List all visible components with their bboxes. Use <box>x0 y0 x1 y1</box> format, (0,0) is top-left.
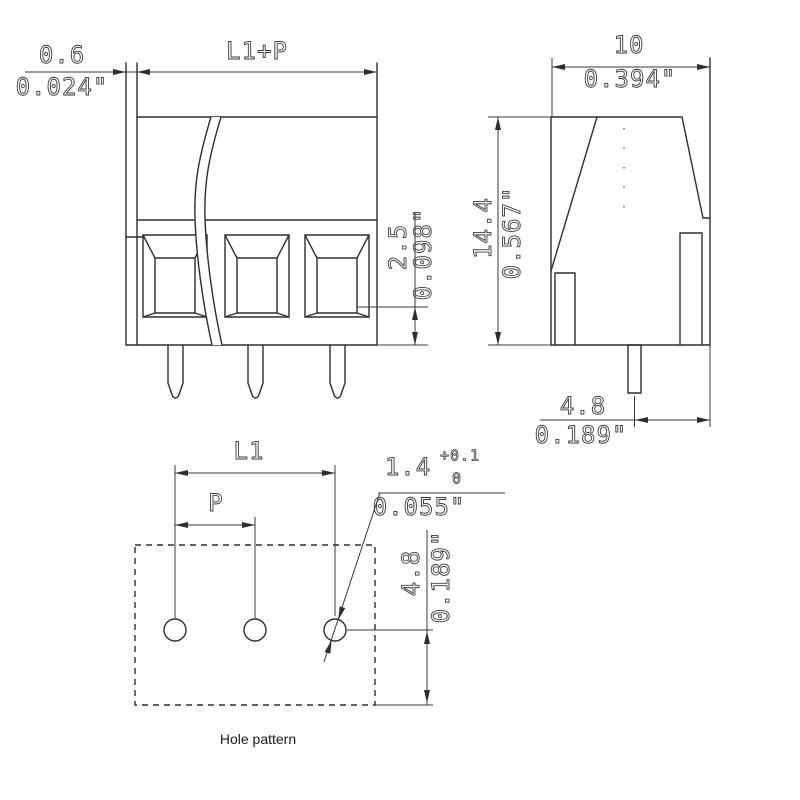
dim-p-label: P <box>208 489 224 517</box>
front-pin-2 <box>248 345 263 398</box>
side-back-slant <box>682 117 703 218</box>
terminal2-bevels <box>225 235 289 317</box>
arrow-side-width-left <box>552 64 565 70</box>
hole-pattern-view <box>135 437 505 747</box>
arrow-wall-right <box>137 69 150 75</box>
dim-l1-label: L1 <box>233 437 265 465</box>
arrow-dia-top <box>338 606 345 619</box>
arrow-p-right <box>242 522 255 528</box>
break-band <box>195 117 222 345</box>
dim-depth-inch: 0.098" <box>409 207 437 301</box>
side-wire-funnel-slant <box>551 117 597 271</box>
hole-pattern-caption: Hole pattern <box>219 731 297 747</box>
dim-side-height-mm: 14.4 <box>469 197 497 259</box>
side-slot-right <box>680 233 702 345</box>
arrow-l1-right <box>322 470 335 476</box>
dim-dia-tol-plus: +0.1 <box>439 446 481 465</box>
dia-leader-line <box>324 493 380 663</box>
dim-offset-mm: 4.8 <box>397 549 425 597</box>
arrow-depth-down <box>412 332 418 345</box>
arrow-depth-up <box>412 307 418 320</box>
terminal3-outer <box>305 235 369 317</box>
terminal2-outer <box>225 235 289 317</box>
side-view <box>469 31 710 449</box>
arrow-l1-left <box>175 470 188 476</box>
arrow-side-pin-right <box>697 417 710 423</box>
dim-side-pin-inch: 0.189" <box>534 421 628 449</box>
terminal-opening-3 <box>305 235 369 317</box>
dim-dia-mm: 1.4 <box>384 453 432 481</box>
arrow-side-width-right <box>697 64 710 70</box>
dim-dia-inch: 0.055" <box>372 493 466 521</box>
front-view <box>16 37 437 398</box>
terminal1-inner <box>155 258 195 313</box>
dim-width-label: L1+P <box>226 37 288 65</box>
terminal3-bevels <box>305 235 369 317</box>
arrow-offset-up <box>424 631 430 644</box>
side-slot-left <box>555 273 575 345</box>
arrow-wall-left <box>113 69 126 75</box>
arrow-dia-bottom <box>325 640 332 653</box>
dim-side-pin-mm: 4.8 <box>559 392 607 420</box>
dim-wall-mm: 0.6 <box>38 41 86 69</box>
hole-2 <box>244 619 266 641</box>
terminal3-inner <box>317 258 357 313</box>
front-pin-3 <box>330 345 345 398</box>
front-pin-1 <box>168 345 183 398</box>
arrow-side-height-bottom <box>495 332 501 345</box>
terminal2-inner <box>237 258 277 313</box>
arrow-width-right <box>364 69 377 75</box>
arrow-offset-down <box>424 690 430 703</box>
dim-side-height-inch: 0.567" <box>498 186 526 280</box>
terminal-opening-2 <box>225 235 289 317</box>
arrow-side-height-top <box>495 117 501 130</box>
side-pin <box>628 345 641 393</box>
arrow-side-pin-left <box>635 417 648 423</box>
dim-side-width-inch: 0.394" <box>583 65 677 93</box>
arrow-p-left <box>175 522 188 528</box>
dim-dia-tol-minus: 0 <box>451 469 463 488</box>
dim-side-width-mm: 10 <box>613 31 645 59</box>
hole-1 <box>164 619 186 641</box>
dim-depth-mm: 2.5 <box>384 223 412 271</box>
dim-wall-inch: 0.024" <box>15 73 109 101</box>
dim-offset-inch: 0.189" <box>427 530 455 624</box>
